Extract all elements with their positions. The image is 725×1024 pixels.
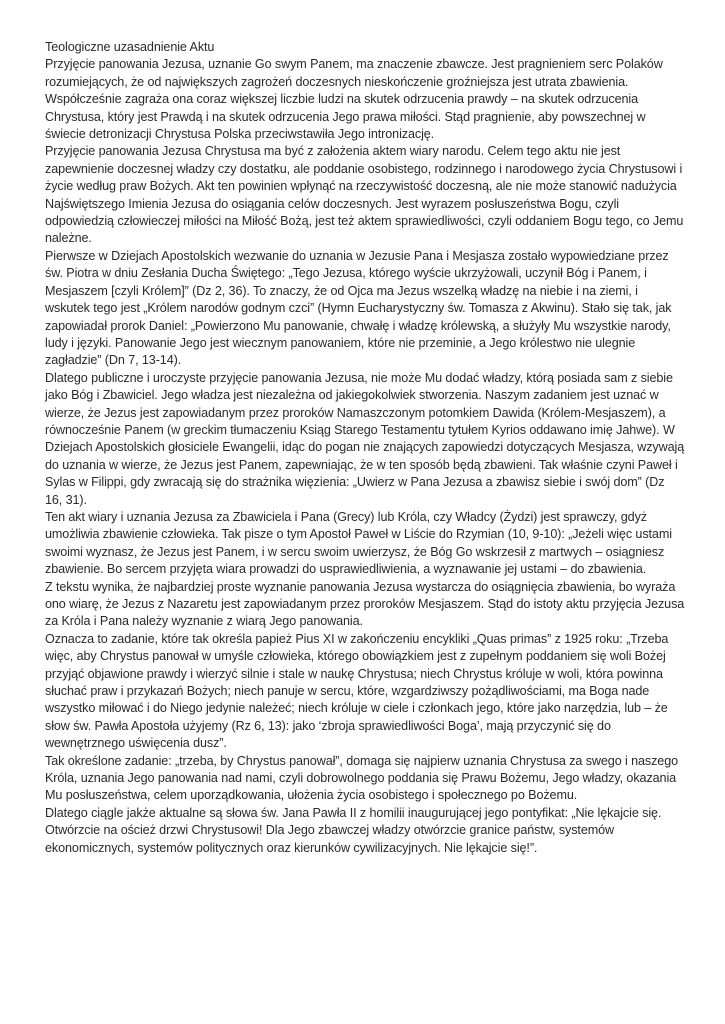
paragraph-4: Dlatego publiczne i uroczyste przyjęcie panowania Jezusa, nie może Mu dodać władzy, którą posiada sam z siebie jako Bóg i Zbawiciel. Jego władza jest niezależna od jakiegokolwiek stworzenia. Naszym zadaniem jest uznać w wierze, że Jezus jest zapowiadanym przez proroków Namaszczonym potomkiem Dawida (Królem-Mesjaszem), a równocześnie Panem (w greckim tłumaczeniu Ksiąg Starego Testamentu tytułem Kyrios oddawano imię Jahwe). W Dziejach Apostolskich głosiciele Ewangelii, idąc do pogan nie znających zapowiedzi dotyczących Mesjasza, wzywają do uznania w wierze, że Jezus jest Panem, zapewniając, że w ten sposób będą zbawieni. Tak właśnie czyni Paweł i Sylas w Filippi, gdy zwracają się do strażnika więzienia: „Uwierz w Pana Jezusa a zbawisz siebie i swój dom” (Dz 16, 31). [45,370,685,507]
paragraph-1: Przyjęcie panowania Jezusa, uznanie Go swym Panem, ma znaczenie zbawcze. Jest pragnieniem serc Polaków rozumiejących, że od największych zagrożeń doczesnych nieskończenie groźniejsza jest utrata zbawienia. Współcześnie zagraża ona coraz większej liczbie ludzi na skutek odrzucenia prawdy – na skutek odrzucenia Chrystusa, który jest Prawdą i na skutek odrzucenia Jego prawa miłości. Stąd pragnienie, aby powszechnej w świecie detronizacji Chrystusa Polska przeciwstawiła Jego intronizację. [45,57,663,142]
paragraph-8: Tak określone zadanie: „trzeba, by Chrystus panował”, domaga się najpierw uznania Chrystusa za swego i naszego Króla, uznania Jego panowania nad nami, czyli dobrowolnego poddania się Prawu Bożemu, Jego władzy, okazania Mu posłuszeństwa, celem uporządkowania, ułożenia życia osobistego i społecznego po Bożemu. [45,753,679,803]
paragraph-6: Z tekstu wynika, że najbardziej proste wyznanie panowania Jezusa wystarcza do osiągnięcia zbawienia, bo wyraża ono wiarę, że Jezus z Nazaretu jest zapowiadanym przez proroków Mesjaszem. Stąd do istoty aktu przyjęcia Jezusa za Króla i Pana należy wyznanie z wiarą Jego panowania. [45,579,685,629]
paragraph-7: Oznacza to zadanie, które tak określa papież Pius XI w zakończeniu encykliki „Quas primas” z 1925 roku: „Trzeba więc, aby Chrystus panował w umyśle człowieka, którego obowiązkiem jest z zupełnym poddaniem się woli Bożej przyjąć objawione prawdy i wierzyć silnie i stale w naukę Chrystusa; niech Chrystus króluje w woli, która powinna słuchać praw i przykazań Bożych; niech panuje w sercu, które, wzgardziwszy pożądliwościami, ma Boga nade wszystko miłować i do Niego jedynie należeć; niech króluje w ciele i członkach jego, które jako narzędzia, lub – że słow św. Pawła Apostoła użyjemy (Rz 6, 13): jako ‘zbroja sprawiedliwości Boga’, mają przyczynić się do wewnętrznego uświęcenia dusz”. [45,631,669,751]
paragraph-3: Pierwsze w Dziejach Apostolskich wezwanie do uznania w Jezusie Pana i Mesjasza zostało wypowiedziane przez św. Piotra w dniu Zesłania Ducha Świętego: „Tego Jezusa, którego wyście ukrzyżowali, uczynił Bóg i Panem, i Mesjaszem [czyli Królem]” (Dz 2, 36). To znaczy, że od Ojca ma Jezus wszelką władzę na niebie i na ziemi, i wskutek tego jest „Królem narodów godnym czci” (Hymn Eucharystyczny św. Tomasza z Akwinu). Stało się tak, jak zapowiadał prorok Daniel: „Powierzono Mu panowanie, chwałę i władzę królewską, a służyły Mu wszystkie narody, ludy i języki. Panowanie Jego jest wiecznym panowaniem, które nie przeminie, a Jego królestwo nie ulegnie zagładzie” (Dn 7, 13-14). [45,248,672,368]
document-page [45,39,685,857]
paragraph-5: Ten akt wiary i uznania Jezusa za Zbawiciela i Pana (Grecy) lub Króla, czy Władcy (Żydzi) jest sprawczy, gdyż umożliwia zbawienie człowieka. Tak pisze o tym Apostoł Paweł w Liście do Rzymian (10, 9-10): „Jeżeli więc ustami swoimi wyznasz, że Jezus jest Panem, i w sercu swoim uwierzysz, że Bóg Go wskrzesił z martwych – osiągniesz zbawienie. Bo sercem przyjęta wiara prowadzi do usprawiedliwienia, a wyznawanie jej ustami – do zbawienia. [45,509,672,577]
paragraph-9: Dlatego ciągle jakże aktualne są słowa św. Jana Pawła II z homilii inaugurującej jego pontyfikat: „Nie lękajcie się. Otwórzcie na oścież drzwi Chrystusowi! Dla Jego zbawczej władzy otwórzcie granice państw, systemów ekonomicznych, systemów politycznych oraz kierunków cywilizacyjnych. Nie lękajcie się!”. [45,805,662,855]
paragraph-2: Przyjęcie panowania Jezusa Chrystusa ma być z założenia aktem wiary narodu. Celem tego aktu nie jest zapewnienie doczesnej władzy czy dostatku, ale poddanie osobistego, rodzinnego i narodowego życia Chrystusowi i życie według praw Bożych. Akt ten powinien wpłynąć na rzeczywistość doczesną, ale nie może stanowić nadużycia Najświętszego Imienia Jezusa do osiągania celów doczesnych. Jest wyrazem posłuszeństwa Bogu, czyli odpowiedzią człowieczej miłości na Miłość Bożą, jest też aktem sprawiedliwości, czyli oddaniem Bogu tego, co Jemu należne. [45,144,684,246]
document-title: Teologiczne uzasadnienie Aktu [45,40,215,54]
